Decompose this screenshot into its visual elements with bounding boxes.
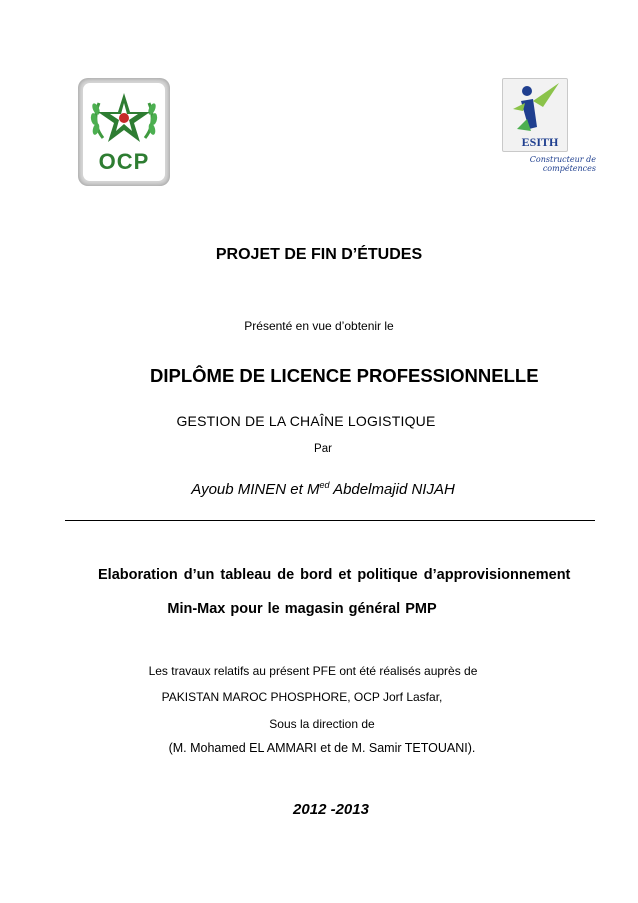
subject-line-2: Min-Max pour le magasin général PMP [167, 601, 437, 617]
ocp-emblem-icon [83, 83, 165, 153]
by-label: Par [314, 443, 332, 455]
works-line-2: PAKISTAN MAROC PHOSPHORE, OCP Jorf Lasfar, [161, 690, 443, 704]
document-title: PROJET DE FIN D’ÉTUDES [215, 246, 423, 263]
works-line-1: Les travaux relatifs au présent PFE ont été réalisés auprès de [148, 664, 478, 678]
academic-year: 2012 -2013 [293, 801, 369, 818]
speciality: GESTION DE LA CHAÎNE LOGISTIQUE [176, 413, 436, 429]
ocp-logo-text: OCP [98, 149, 150, 174]
authors [4, 480, 638, 498]
divider-line [65, 520, 595, 521]
author-first: Ayoub MINEN et M [191, 481, 320, 498]
author-second: Abdelmajid NIJAH [329, 481, 455, 498]
esith-tagline: Constructeur de compétences [529, 155, 596, 173]
esith-figure-icon [503, 79, 567, 135]
presented-line: Présenté en vue d’obtenir le [244, 319, 394, 333]
author-sup: ed [319, 480, 330, 490]
esith-logo-text: ESITH [521, 135, 559, 149]
direction-label: Sous la direction de [269, 717, 375, 731]
esith-logo-box [502, 78, 568, 152]
diploma-title: DIPLÔME DE LICENCE PROFESSIONNELLE [150, 365, 539, 386]
mentors: (M. Mohamed EL AMMARI et de M. Samir TETOUANI). [168, 741, 476, 755]
subject-line-1: Elaboration d’un tableau de bord et politique d’approvisionnement [98, 567, 571, 583]
ocp-logo [78, 78, 170, 186]
esith-logo [498, 78, 596, 174]
